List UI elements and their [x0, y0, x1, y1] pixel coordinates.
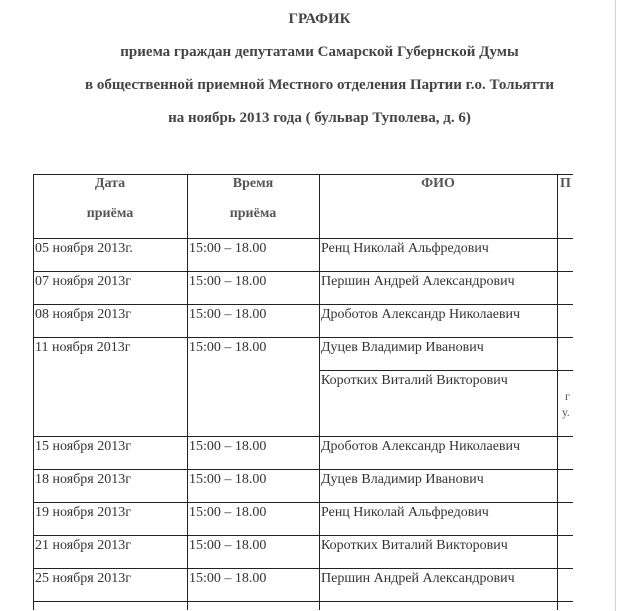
name-cell: Коротких Виталий Викторович	[321, 538, 508, 553]
date-cell: 18 ноября 2013г	[35, 472, 131, 487]
table-border-left	[33, 174, 34, 610]
time-cell: 15:00 – 18.00	[189, 274, 267, 289]
row-line	[33, 568, 573, 569]
date-cell: 19 ноября 2013г	[35, 505, 131, 520]
date-cell: 21 ноября 2013г	[35, 538, 131, 553]
date-cell: 15 ноября 2013г	[35, 439, 131, 454]
name-cell: Дуцев Владимир Иванович	[321, 340, 484, 355]
page-edge-line	[615, 0, 616, 611]
time-cell: 15:00 – 18.00	[189, 439, 267, 454]
time-cell: 15:00 – 18.00	[189, 307, 267, 322]
date-cell: 08 ноября 2013г	[35, 307, 131, 322]
row-line	[33, 238, 573, 239]
header-date-line2: приёма	[86, 206, 134, 221]
subtitle-line-3: в общественной приемной Местного отделения Партии г.о. Тольятти	[84, 77, 554, 93]
subtitle-line-4: на ноябрь 2013 года ( бульвар Туполева, д. 6)	[168, 110, 471, 126]
name-cell: Ренц Николай Альфредович	[321, 505, 489, 520]
row-line	[33, 502, 573, 503]
fourth-column-fragment: у.	[562, 405, 570, 419]
date-cell: 07 ноября 2013г	[35, 274, 131, 289]
name-cell: Першин Андрей Александрович	[321, 274, 515, 289]
column-line	[319, 174, 320, 610]
header-name: ФИО	[421, 176, 455, 191]
time-cell: 15:00 – 18.00	[189, 340, 267, 355]
fourth-column-fragment: г	[565, 389, 570, 403]
row-line	[33, 469, 573, 470]
header-date-line1: Дата	[94, 176, 126, 191]
time-cell: 15:00 – 18.00	[189, 571, 267, 586]
name-cell-second: Коротких Виталий Викторович	[321, 373, 508, 388]
time-cell: 15:00 – 18.00	[189, 538, 267, 553]
time-cell: 15:00 – 18.00	[189, 241, 267, 256]
table-border-bottom	[33, 601, 573, 602]
name-cell: Дроботов Александр Николаевич	[321, 439, 521, 454]
header-fourth-fragment: П	[560, 176, 571, 191]
subtitle-line-2: приема граждан депутатами Самарской Губернской Думы	[120, 44, 519, 60]
column-line	[557, 174, 558, 610]
row-line	[33, 271, 573, 272]
name-cell: Першин Андрей Александрович	[321, 571, 515, 586]
name-cell: Дуцев Владимир Иванович	[321, 472, 484, 487]
header-time-line2: приёма	[229, 206, 277, 221]
document-title: ГРАФИК	[288, 11, 351, 27]
row-line	[33, 304, 573, 305]
date-cell: 05 ноября 2013г.	[35, 241, 133, 256]
name-cell: Дроботов Александр Николаевич	[321, 307, 521, 322]
row-line	[33, 535, 573, 536]
date-cell: 11 ноября 2013г	[35, 340, 131, 355]
time-cell: 15:00 – 18.00	[189, 505, 267, 520]
schedule-table	[33, 174, 573, 610]
row-line	[33, 337, 573, 338]
header-time-line1: Время	[232, 176, 274, 191]
row-line	[33, 436, 573, 437]
date-cell: 25 ноября 2013г	[35, 571, 131, 586]
table-border-top	[33, 174, 573, 175]
row-sub-line	[319, 370, 573, 371]
time-cell: 15:00 – 18.00	[189, 472, 267, 487]
column-line	[187, 174, 188, 610]
name-cell: Ренц Николай Альфредович	[321, 241, 489, 256]
